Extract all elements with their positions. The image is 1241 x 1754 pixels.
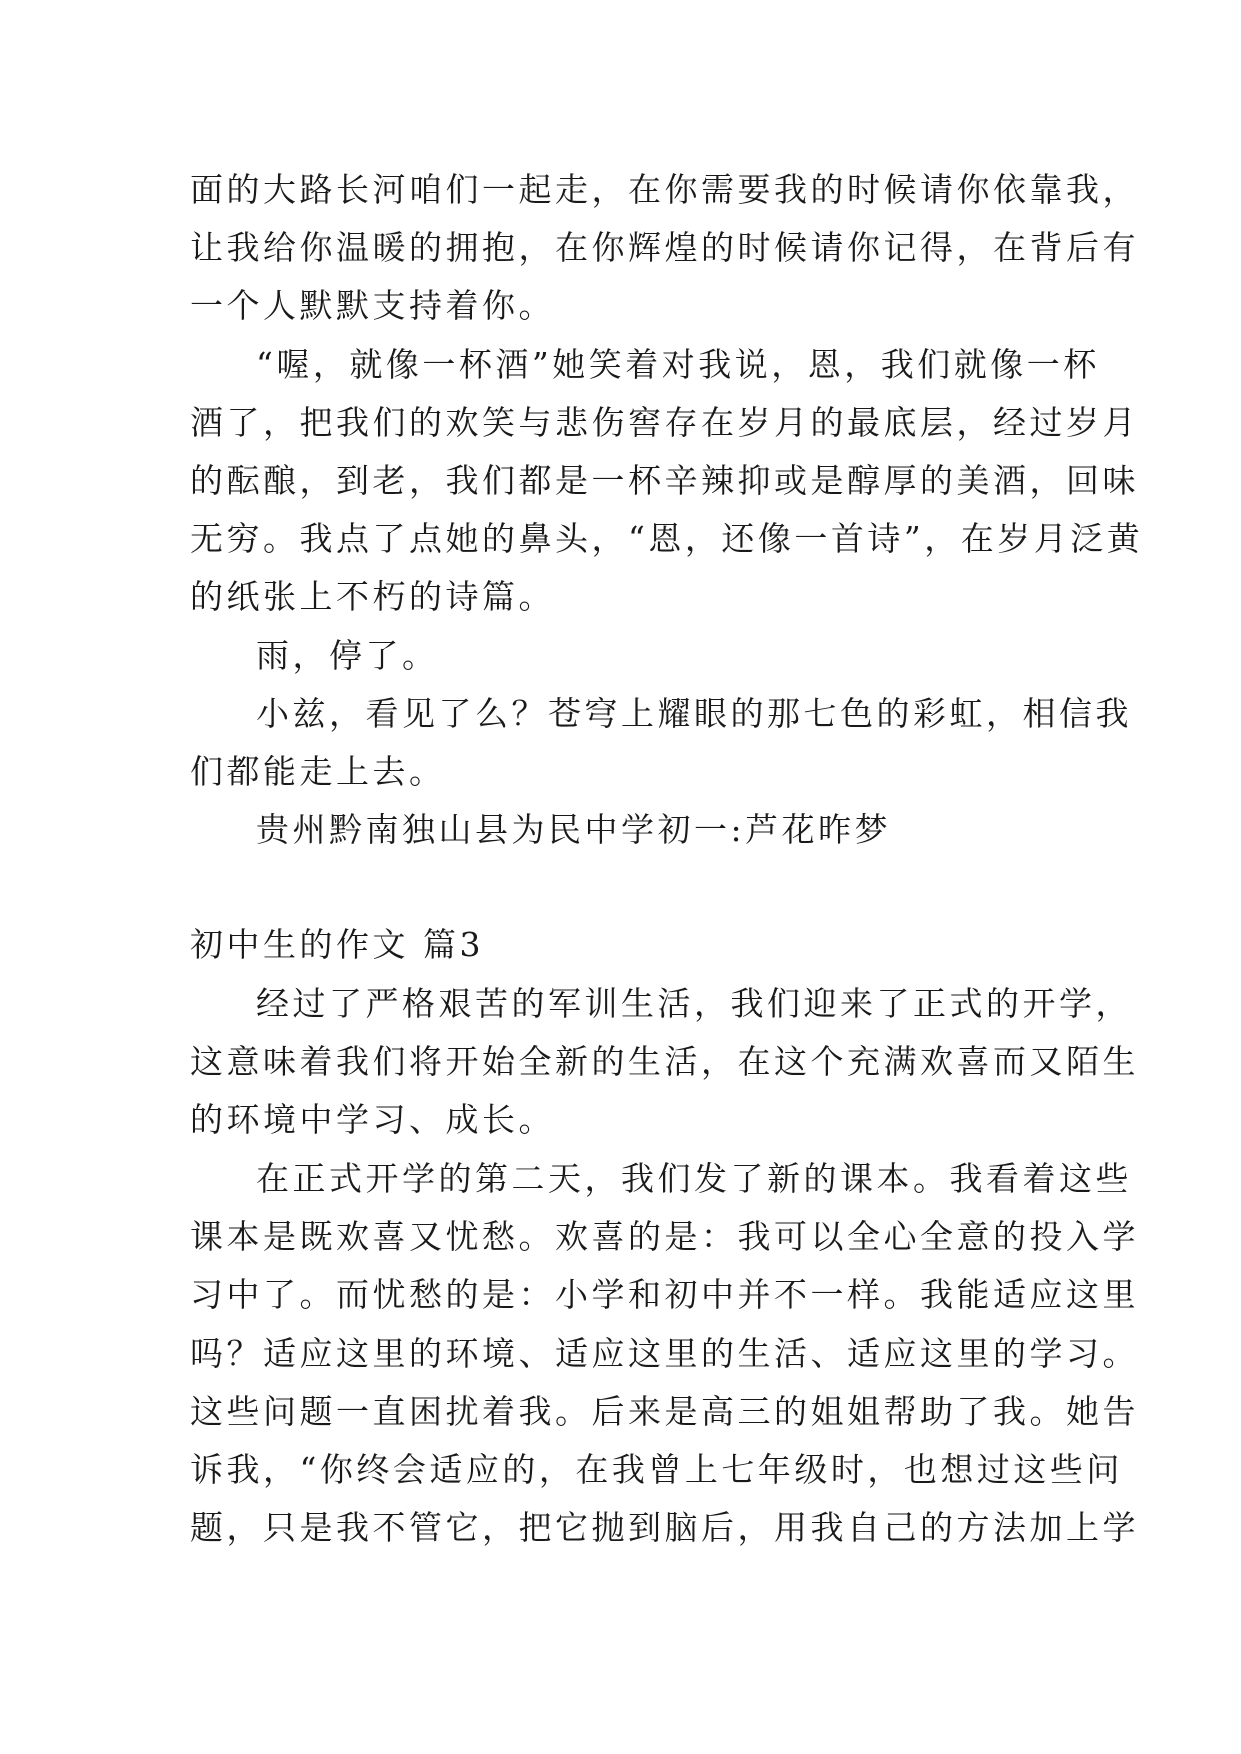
text-line: 习中了。而忧愁的是：小学和初中并不一样。我能适应这里 [190,1275,1139,1314]
text-line: 诉我，“你终会适应的，在我曾上七年级时，也想过这些问 [190,1450,1123,1489]
text-line: 让我给你温暖的拥抱，在你辉煌的时候请你记得，在背后有 [190,228,1139,267]
text-line: 在正式开学的第二天，我们发了新的课本。我看着这些 [256,1159,1132,1198]
text-line: 经过了严格艰苦的军训生活，我们迎来了正式的开学， [256,984,1132,1023]
text-line: 无穷。我点了点她的鼻头，“恩，还像一首诗”，在岁月泛黄 [190,519,1144,558]
text-line: 面的大路长河咱们一起走，在你需要我的时候请你依靠我， [190,170,1139,209]
author-line: 贵州黔南独山县为民中学初一:芦花昨梦 [256,810,892,849]
text-line: 课本是既欢喜又忧愁。欢喜的是：我可以全心全意的投入学 [190,1217,1139,1256]
text-line: 的纸张上不朽的诗篇。 [190,577,555,616]
text-line: 一个人默默支持着你。 [190,286,555,325]
text-line: 的环境中学习、成长。 [190,1100,555,1139]
text-line: 题，只是我不管它，把它抛到脑后，用我自己的方法加上学 [190,1508,1139,1547]
text-line: 们都能走上去。 [190,752,446,791]
text-line: 这些问题一直困扰着我。后来是高三的姐姐帮助了我。她告 [190,1392,1139,1431]
text-line: 的酝酿，到老，我们都是一杯辛辣抑或是醇厚的美酒，回味 [190,461,1139,500]
text-line: 雨，停了。 [256,636,439,675]
text-line: “喔，就像一杯酒”她笑着对我说，恩，我们就像一杯 [256,345,1100,384]
text-line: 吗？适应这里的环境、适应这里的生活、适应这里的学习。 [190,1334,1139,1373]
text-line: 小兹，看见了么？苍穹上耀眼的那七色的彩虹，相信我 [256,694,1132,733]
text-line: 这意味着我们将开始全新的生活，在这个充满欢喜而又陌生 [190,1042,1139,1081]
text-line: 酒了，把我们的欢笑与悲伤窖存在岁月的最底层，经过岁月 [190,403,1139,442]
section-heading: 初中生的作文 篇3 [190,925,484,964]
